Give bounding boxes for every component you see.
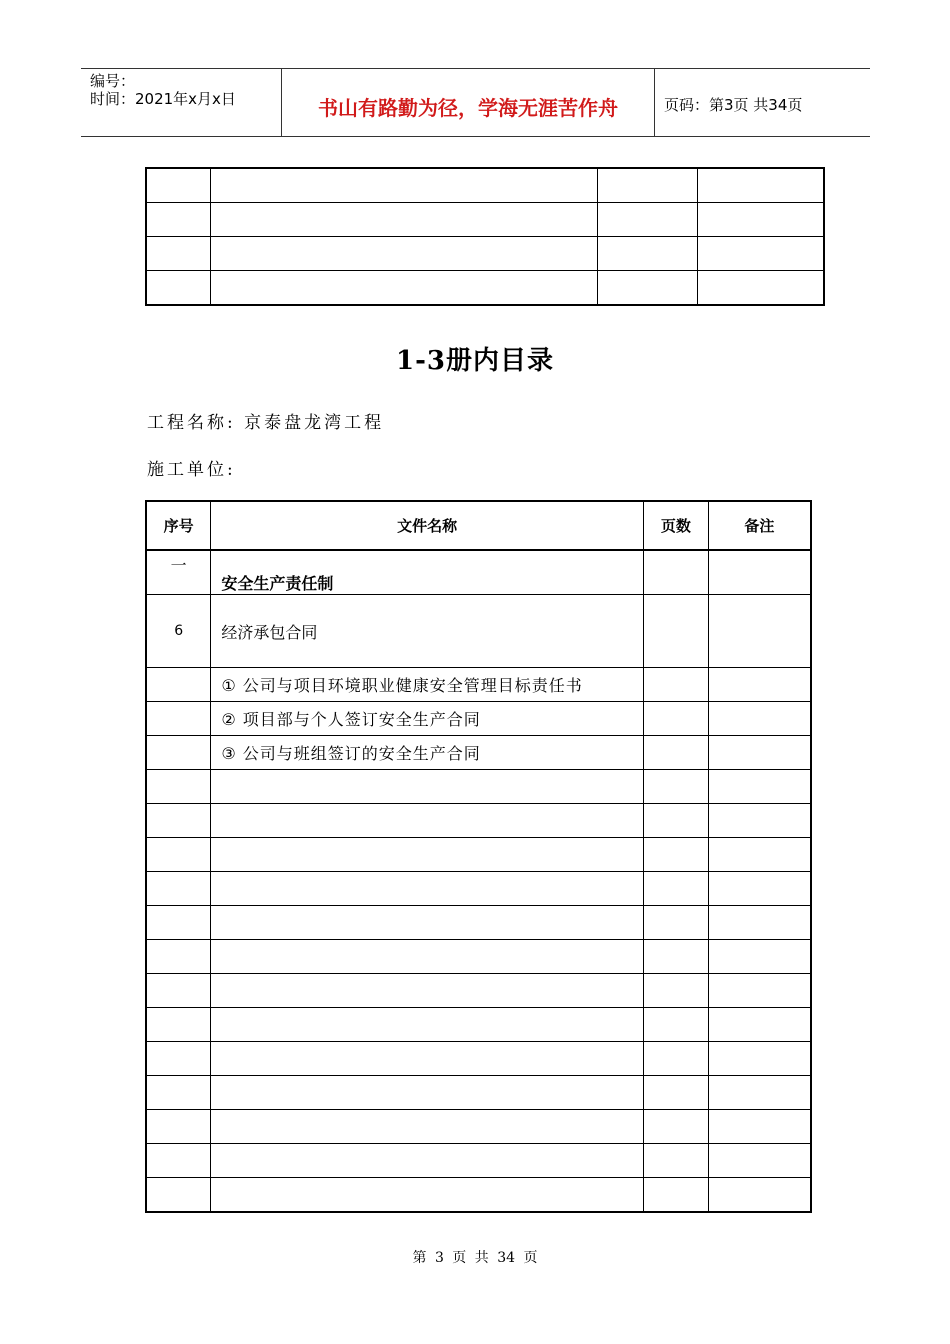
- row-pages: [643, 595, 708, 668]
- col-header-pages: 页数: [643, 501, 708, 550]
- row-name: 安全生产责任制: [211, 550, 644, 595]
- table-row: [146, 168, 824, 203]
- row-number: [146, 668, 211, 702]
- directory-table: [145, 500, 812, 1213]
- header-page-number: 页码：第3页 共34页: [664, 96, 803, 114]
- table-row: [146, 872, 811, 906]
- header-slogan: 书山有路勤为径，学海无涯苦作舟: [318, 96, 618, 120]
- table-row: [146, 1110, 811, 1144]
- table-row: [146, 804, 811, 838]
- table-row: [146, 1042, 811, 1076]
- construction-unit: 施工单位:: [147, 460, 236, 480]
- row-note: [708, 736, 811, 770]
- page-footer: 第 3 页 共 34 页: [412, 1250, 538, 1266]
- project-name: 工程名称: 京泰盘龙湾工程: [147, 413, 385, 433]
- row-pages: [643, 550, 708, 595]
- row-pages: [643, 702, 708, 736]
- table-row: [146, 595, 811, 668]
- previous-table: [145, 167, 825, 306]
- header-top-rule: [81, 68, 870, 69]
- row-name: ② 项目部与个人签订安全生产合同: [211, 702, 644, 736]
- table-row: [146, 237, 824, 271]
- table-row: [146, 838, 811, 872]
- table-row: [146, 550, 811, 595]
- header-meta: [90, 72, 236, 108]
- table-row: [146, 940, 811, 974]
- row-number: 一: [146, 550, 211, 595]
- row-pages: [643, 736, 708, 770]
- header-date: 时间：2021年x月x日: [90, 90, 236, 108]
- row-note: [708, 595, 811, 668]
- col-header-name: 文件名称: [211, 501, 644, 550]
- header-bottom-rule: [81, 136, 870, 137]
- table-row: [146, 736, 811, 770]
- table-row: [146, 1178, 811, 1213]
- row-number: 6: [146, 595, 211, 668]
- table-row: [146, 1008, 811, 1042]
- row-note: [708, 550, 811, 595]
- table-row: [146, 702, 811, 736]
- table-row: [146, 974, 811, 1008]
- row-number: [146, 736, 211, 770]
- row-note: [708, 702, 811, 736]
- table-row: [146, 203, 824, 237]
- col-header-note: 备注: [708, 501, 811, 550]
- table-row: [146, 668, 811, 702]
- header-divider: [654, 69, 655, 136]
- table-row: [146, 906, 811, 940]
- table-row: [146, 1144, 811, 1178]
- table-row: [146, 271, 824, 306]
- row-number: [146, 702, 211, 736]
- row-pages: [643, 668, 708, 702]
- header-number: 编号：: [90, 72, 136, 90]
- col-header-no: 序号: [146, 501, 211, 550]
- row-name: ① 公司与项目环境职业健康安全管理目标责任书: [211, 668, 644, 702]
- page-title: 1-3册内目录: [396, 346, 554, 376]
- row-name: ③ 公司与班组签订的安全生产合同: [211, 736, 644, 770]
- row-name: 经济承包合同: [211, 595, 644, 668]
- row-note: [708, 668, 811, 702]
- table-row: [146, 770, 811, 804]
- table-header-row: [146, 501, 811, 550]
- table-row: [146, 1076, 811, 1110]
